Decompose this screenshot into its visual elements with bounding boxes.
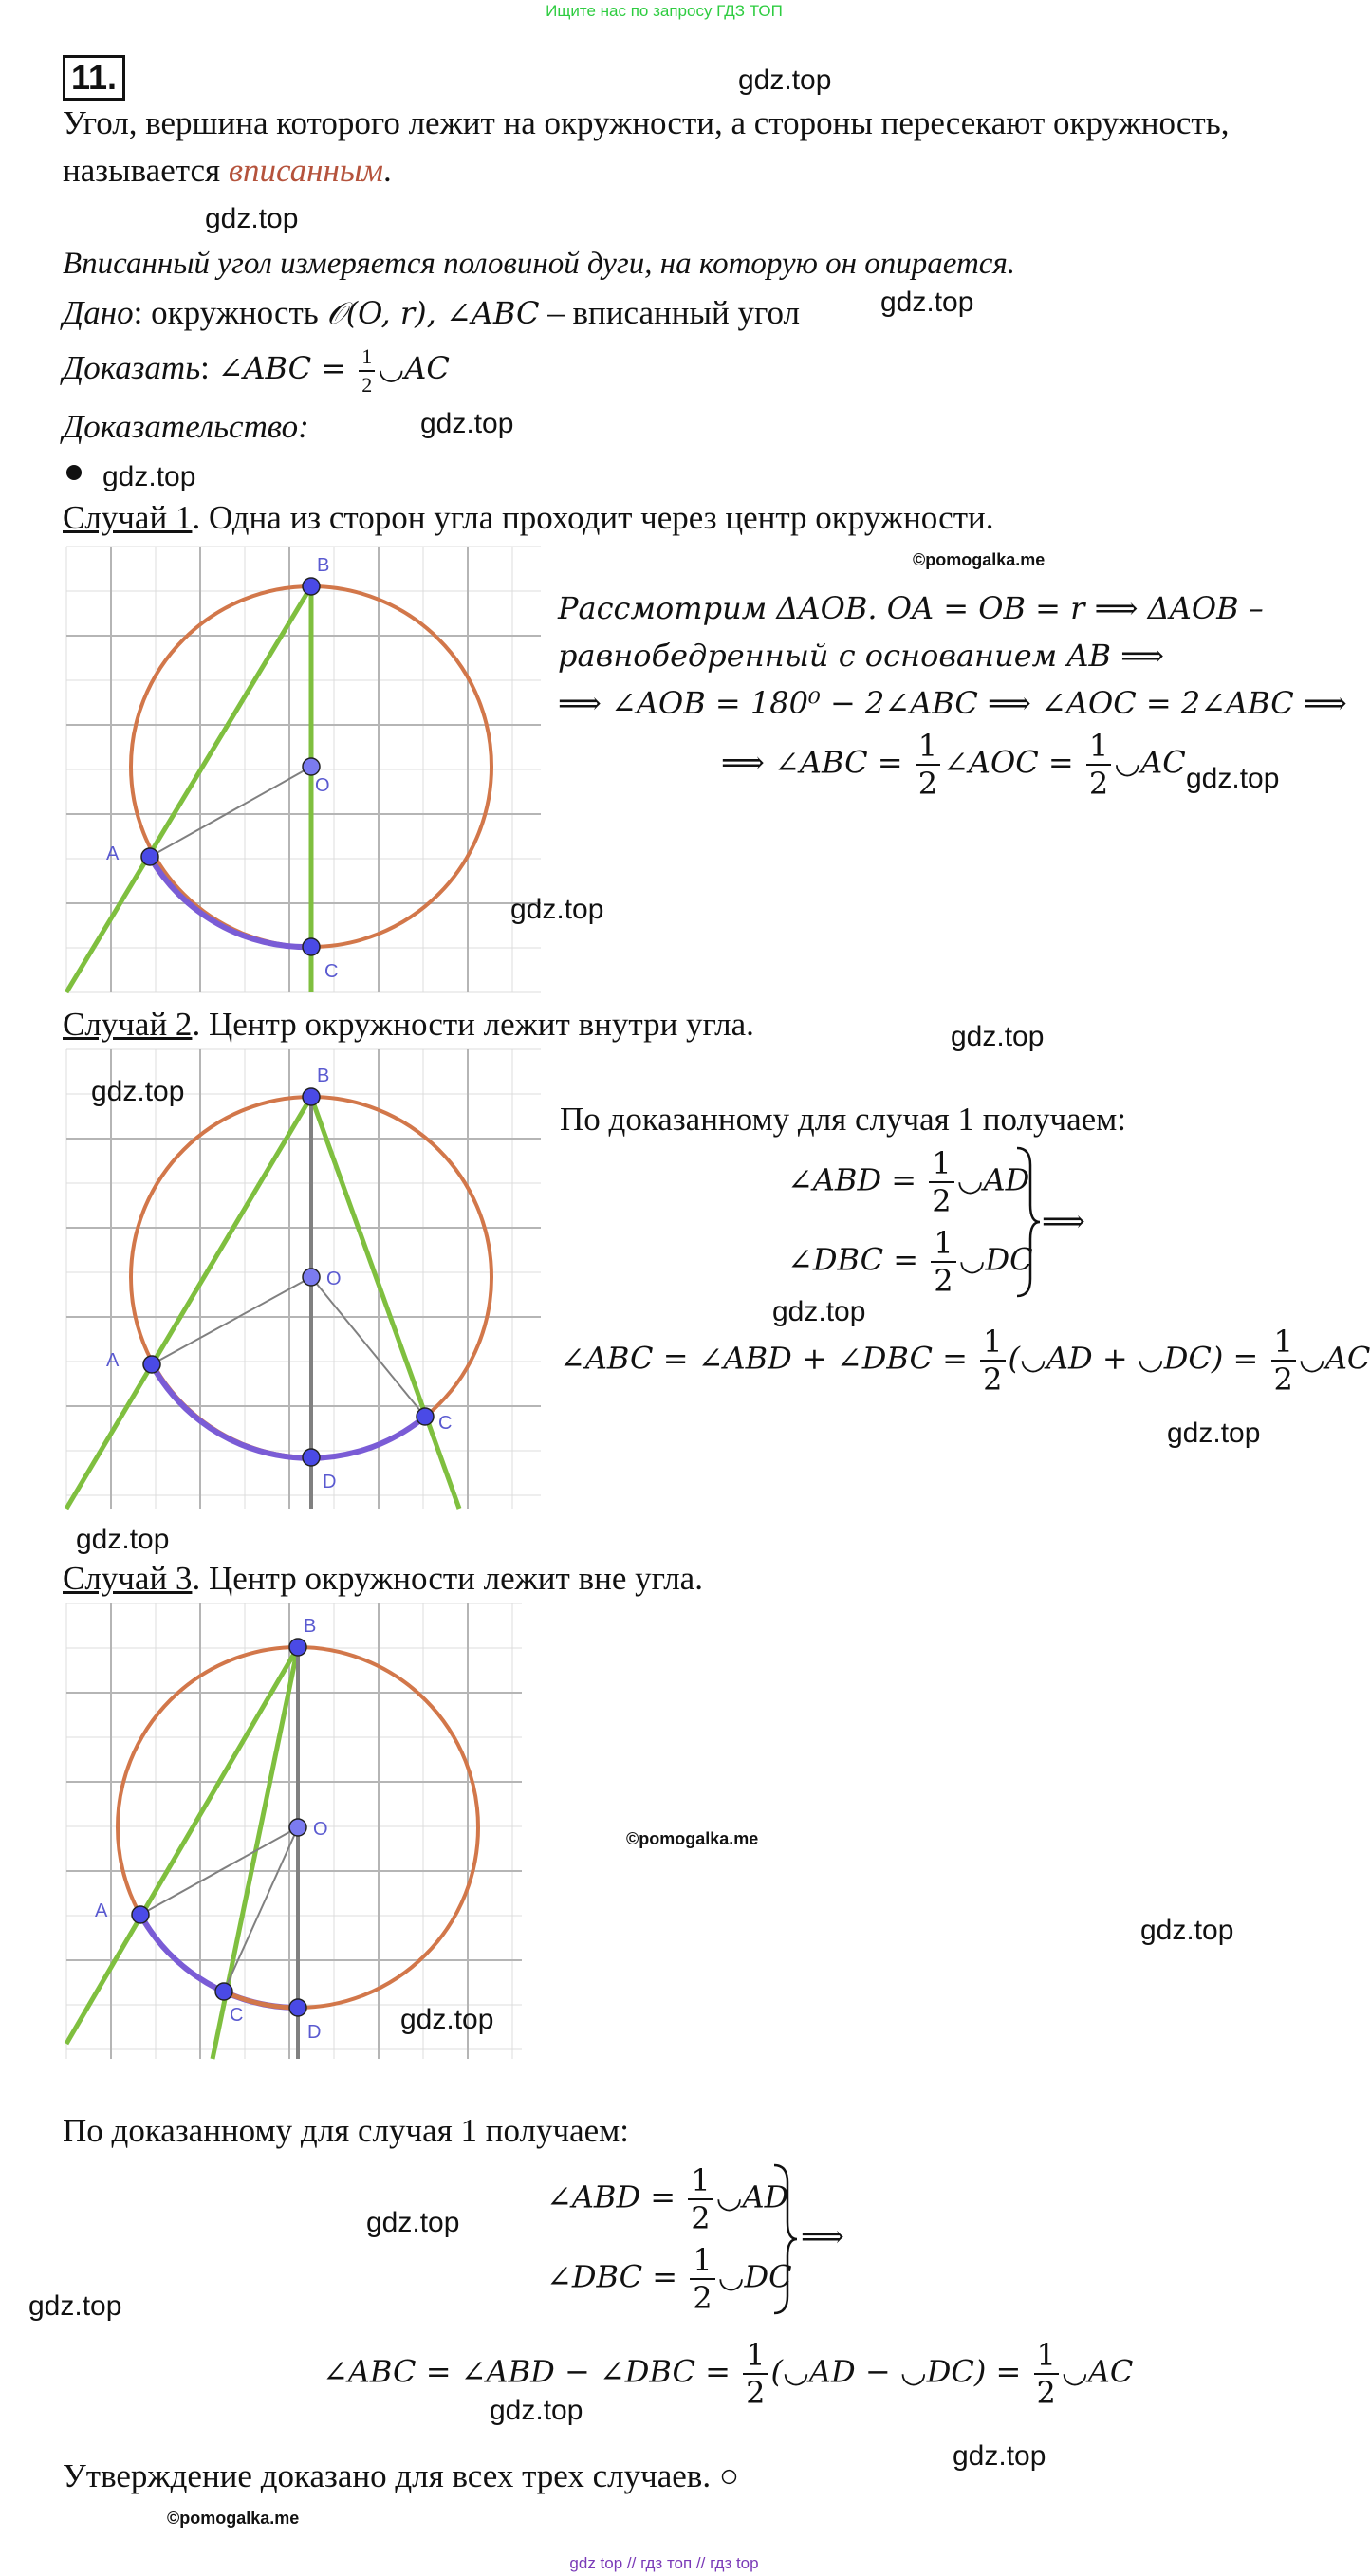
- watermark: gdz.top: [880, 287, 974, 318]
- case1-text: . Одна из сторон угла проходит через центр окружности.: [192, 499, 994, 536]
- segment-oc: [224, 1827, 298, 1992]
- frac-den: 2: [361, 372, 373, 397]
- frac-den: 2: [691, 2200, 711, 2236]
- given-math: 𝒪(O, r), ∠ABC: [326, 295, 540, 331]
- intro-line1: Угол, вершина которого лежит на окружности, а стороны пересекают окружность,: [63, 104, 1230, 141]
- copyright: ©pomogalka.me: [626, 1829, 759, 1848]
- case2-eq2b: ◡DC: [958, 1241, 1033, 1278]
- point-o: [303, 758, 320, 775]
- label-a: A: [95, 1900, 108, 1921]
- watermark: gdz.top: [772, 1296, 866, 1327]
- frac-den: 2: [693, 2280, 713, 2316]
- point-d: [303, 1449, 320, 1466]
- watermark: gdz.top: [102, 461, 196, 492]
- case3-diff-a: ∠ABC = ∠ABD − ∠DBC =: [323, 2353, 741, 2390]
- case2-sum-b: (◡AD + ◡DC) =: [1008, 1340, 1268, 1377]
- fraction: [743, 2337, 768, 2411]
- case2-heading: [63, 1006, 754, 1044]
- case2-sum-a: ∠ABC = ∠ABD + ∠DBC =: [560, 1340, 978, 1377]
- point-a: [141, 848, 158, 865]
- prove-label: Доказать: [63, 349, 201, 386]
- frac-num: 1: [980, 1326, 1005, 1362]
- fraction: [929, 1145, 953, 1219]
- case3-text: . Центр окружности лежит вне угла.: [192, 1560, 703, 1597]
- case1-l4a: ⟹ ∠ABC =: [721, 744, 913, 781]
- term-inscribed: вписанным: [228, 152, 383, 189]
- fraction: [1271, 1324, 1296, 1398]
- frac-num: 1: [931, 1228, 955, 1263]
- case2-intro: По доказанному для случая 1 получаем:: [560, 1101, 1127, 1138]
- fraction: [690, 2242, 714, 2316]
- frac-den: 2: [1088, 766, 1109, 802]
- fraction: [916, 728, 940, 802]
- case2-eq1: [787, 1145, 1030, 1219]
- label-a: A: [106, 843, 120, 864]
- case3-eq1: [546, 2162, 789, 2236]
- label-o: O: [315, 775, 330, 796]
- case2-eq2: [787, 1225, 1033, 1299]
- watermark: gdz.top: [205, 203, 299, 234]
- fraction: [931, 1225, 955, 1299]
- case3-eq1a: ∠ABD =: [546, 2178, 686, 2215]
- label-b: B: [317, 555, 330, 576]
- task-number: [63, 55, 125, 101]
- brace: [1013, 1146, 1042, 1298]
- watermark: gdz.top: [91, 1076, 185, 1107]
- given-label: Дано: [63, 294, 134, 331]
- watermark: gdz.top: [400, 2004, 494, 2035]
- case3-heading: [63, 1560, 703, 1598]
- point-b: [303, 578, 320, 595]
- frac-num: 1: [688, 2165, 713, 2200]
- watermark: gdz.top: [510, 894, 604, 925]
- copyright: ©pomogalka.me: [913, 550, 1046, 569]
- case3-diff-b: (◡AD − ◡DC) =: [770, 2353, 1031, 2390]
- line-ba: [66, 1097, 311, 1509]
- watermark: gdz.top: [1167, 1418, 1261, 1449]
- footer-links[interactable]: gdz top // гдз топ // гдз top: [569, 2554, 759, 2572]
- given-text-b: – вписанный угол: [539, 294, 800, 331]
- intro-line2: [63, 152, 392, 190]
- frac-den: 2: [917, 766, 938, 802]
- fraction: [1034, 2337, 1059, 2411]
- watermark: gdz.top: [366, 2207, 460, 2238]
- frac-den: 2: [746, 2375, 766, 2411]
- label-d: D: [323, 1472, 337, 1492]
- point-c: [215, 1983, 232, 2000]
- watermark: gdz.top: [951, 1021, 1045, 1052]
- fraction: [1086, 728, 1111, 802]
- brace: [770, 2163, 799, 2315]
- prove-colon: :: [200, 349, 218, 386]
- case3-eq2b: ◡DC: [717, 2258, 792, 2295]
- frac-num: 1: [359, 346, 375, 372]
- line-bc: [311, 1097, 459, 1509]
- label-o: O: [313, 1819, 328, 1840]
- segment-oc: [311, 1277, 425, 1417]
- label-a: A: [106, 1350, 120, 1371]
- frac-num: 1: [1271, 1326, 1296, 1362]
- arc-ac: [150, 857, 311, 947]
- case2-text: . Центр окружности лежит внутри угла.: [192, 1006, 754, 1043]
- copyright: ©pomogalka.me: [167, 2509, 300, 2528]
- case2-sum-c: ◡AC: [1298, 1340, 1370, 1377]
- prove-fraction: [359, 343, 375, 397]
- intro-suffix: .: [382, 152, 392, 189]
- case2-title: Случай 2: [63, 1006, 193, 1043]
- case1-line2: равнобедренный с основанием AB ⟹: [558, 638, 1165, 674]
- label-c: C: [230, 2005, 244, 2026]
- frac-num: 1: [916, 731, 940, 766]
- frac-num: 1: [690, 2245, 714, 2280]
- conclusion: Утверждение доказано для всех трех случаев. ○: [63, 2457, 739, 2494]
- frac-den: 2: [1036, 2375, 1056, 2411]
- prove-rhs: ◡AC: [378, 350, 450, 386]
- watermark: gdz.top: [28, 2290, 122, 2322]
- watermark: gdz.top: [1140, 1915, 1234, 1946]
- case1-figure: [66, 547, 541, 992]
- case2-eq2a: ∠DBC =: [787, 1241, 929, 1278]
- label-b: B: [317, 1066, 330, 1086]
- theorem-statement: Вписанный угол измеряется половиной дуги, на которую он опирается.: [63, 247, 1016, 281]
- case2-implies: ⟹: [1042, 1203, 1085, 1239]
- fraction: [688, 2162, 713, 2236]
- case2-figure: [66, 1049, 541, 1509]
- point-b: [303, 1088, 320, 1105]
- point-b: [289, 1639, 306, 1656]
- label-d: D: [307, 2022, 322, 2043]
- watermark: gdz.top: [1186, 763, 1280, 794]
- label-b: B: [304, 1616, 317, 1637]
- watermark: gdz.top: [953, 2440, 1046, 2472]
- point-d: [289, 1999, 306, 2016]
- point-a: [143, 1356, 160, 1373]
- frac-num: 1: [743, 2340, 768, 2375]
- chord-ab: [66, 586, 311, 992]
- frac-num: 1: [929, 1148, 953, 1183]
- case1-line3: ⟹ ∠AOB = 180⁰ − 2∠ABC ⟹ ∠AOC = 2∠ABC ⟹: [558, 685, 1347, 721]
- bullet: [66, 465, 82, 480]
- intro-prefix: называется: [63, 152, 229, 189]
- point-o: [289, 1819, 306, 1836]
- case3-eq1b: ◡AD: [715, 2178, 789, 2215]
- frac-den: 2: [932, 1183, 952, 1219]
- frac-num: 1: [1034, 2340, 1059, 2375]
- case3-title: Случай 3: [63, 1560, 193, 1597]
- frac-den: 2: [934, 1263, 953, 1299]
- fraction: [980, 1324, 1005, 1398]
- line-ba: [66, 1647, 298, 2044]
- case2-eq1b: ◡AD: [956, 1161, 1030, 1198]
- task-number-text: 11.: [71, 58, 118, 97]
- case1-l4c: ◡AC: [1114, 744, 1186, 781]
- case3-eq2a: ∠DBC =: [546, 2258, 688, 2295]
- given-text-a: : окружность: [133, 294, 327, 331]
- watermark: gdz.top: [76, 1524, 170, 1555]
- point-o: [303, 1269, 320, 1286]
- case3-intro: По доказанному для случая 1 получаем:: [63, 2112, 630, 2149]
- frac-num: 1: [1086, 731, 1111, 766]
- case2-sum: [560, 1324, 1370, 1398]
- proof-label: Доказательство:: [63, 408, 309, 445]
- watermark: gdz.top: [420, 408, 514, 439]
- header-link[interactable]: Ищите нас по запросу ГДЗ ТОП: [546, 2, 783, 20]
- prove-line: [63, 345, 450, 396]
- frac-den: 2: [983, 1362, 1003, 1398]
- case3-eq2: [546, 2242, 792, 2316]
- label-c: C: [324, 961, 339, 982]
- case1-heading: [63, 499, 993, 537]
- frac-den: 2: [1273, 1362, 1293, 1398]
- watermark: gdz.top: [490, 2395, 583, 2426]
- point-c: [303, 938, 320, 955]
- case1-line1: Рассмотрим ΔAOB. OA = OB = r ⟹ ΔAOB –: [558, 590, 1264, 626]
- case3-implies: ⟹: [801, 2218, 844, 2254]
- prove-lhs: ∠ABC =: [217, 350, 357, 386]
- point-a: [132, 1906, 149, 1923]
- case3-figure: [66, 1603, 522, 2059]
- label-o: O: [326, 1269, 342, 1289]
- watermark: gdz.top: [738, 65, 832, 96]
- case1-title: Случай 1: [63, 499, 193, 536]
- label-c: C: [438, 1413, 453, 1434]
- case2-eq1a: ∠ABD =: [787, 1161, 927, 1198]
- case3-diff-c: ◡AC: [1061, 2353, 1134, 2390]
- point-c: [417, 1408, 434, 1425]
- case1-l4b: ∠AOC =: [943, 744, 1083, 781]
- case1-line4: [721, 728, 1186, 802]
- given-line: [63, 294, 800, 332]
